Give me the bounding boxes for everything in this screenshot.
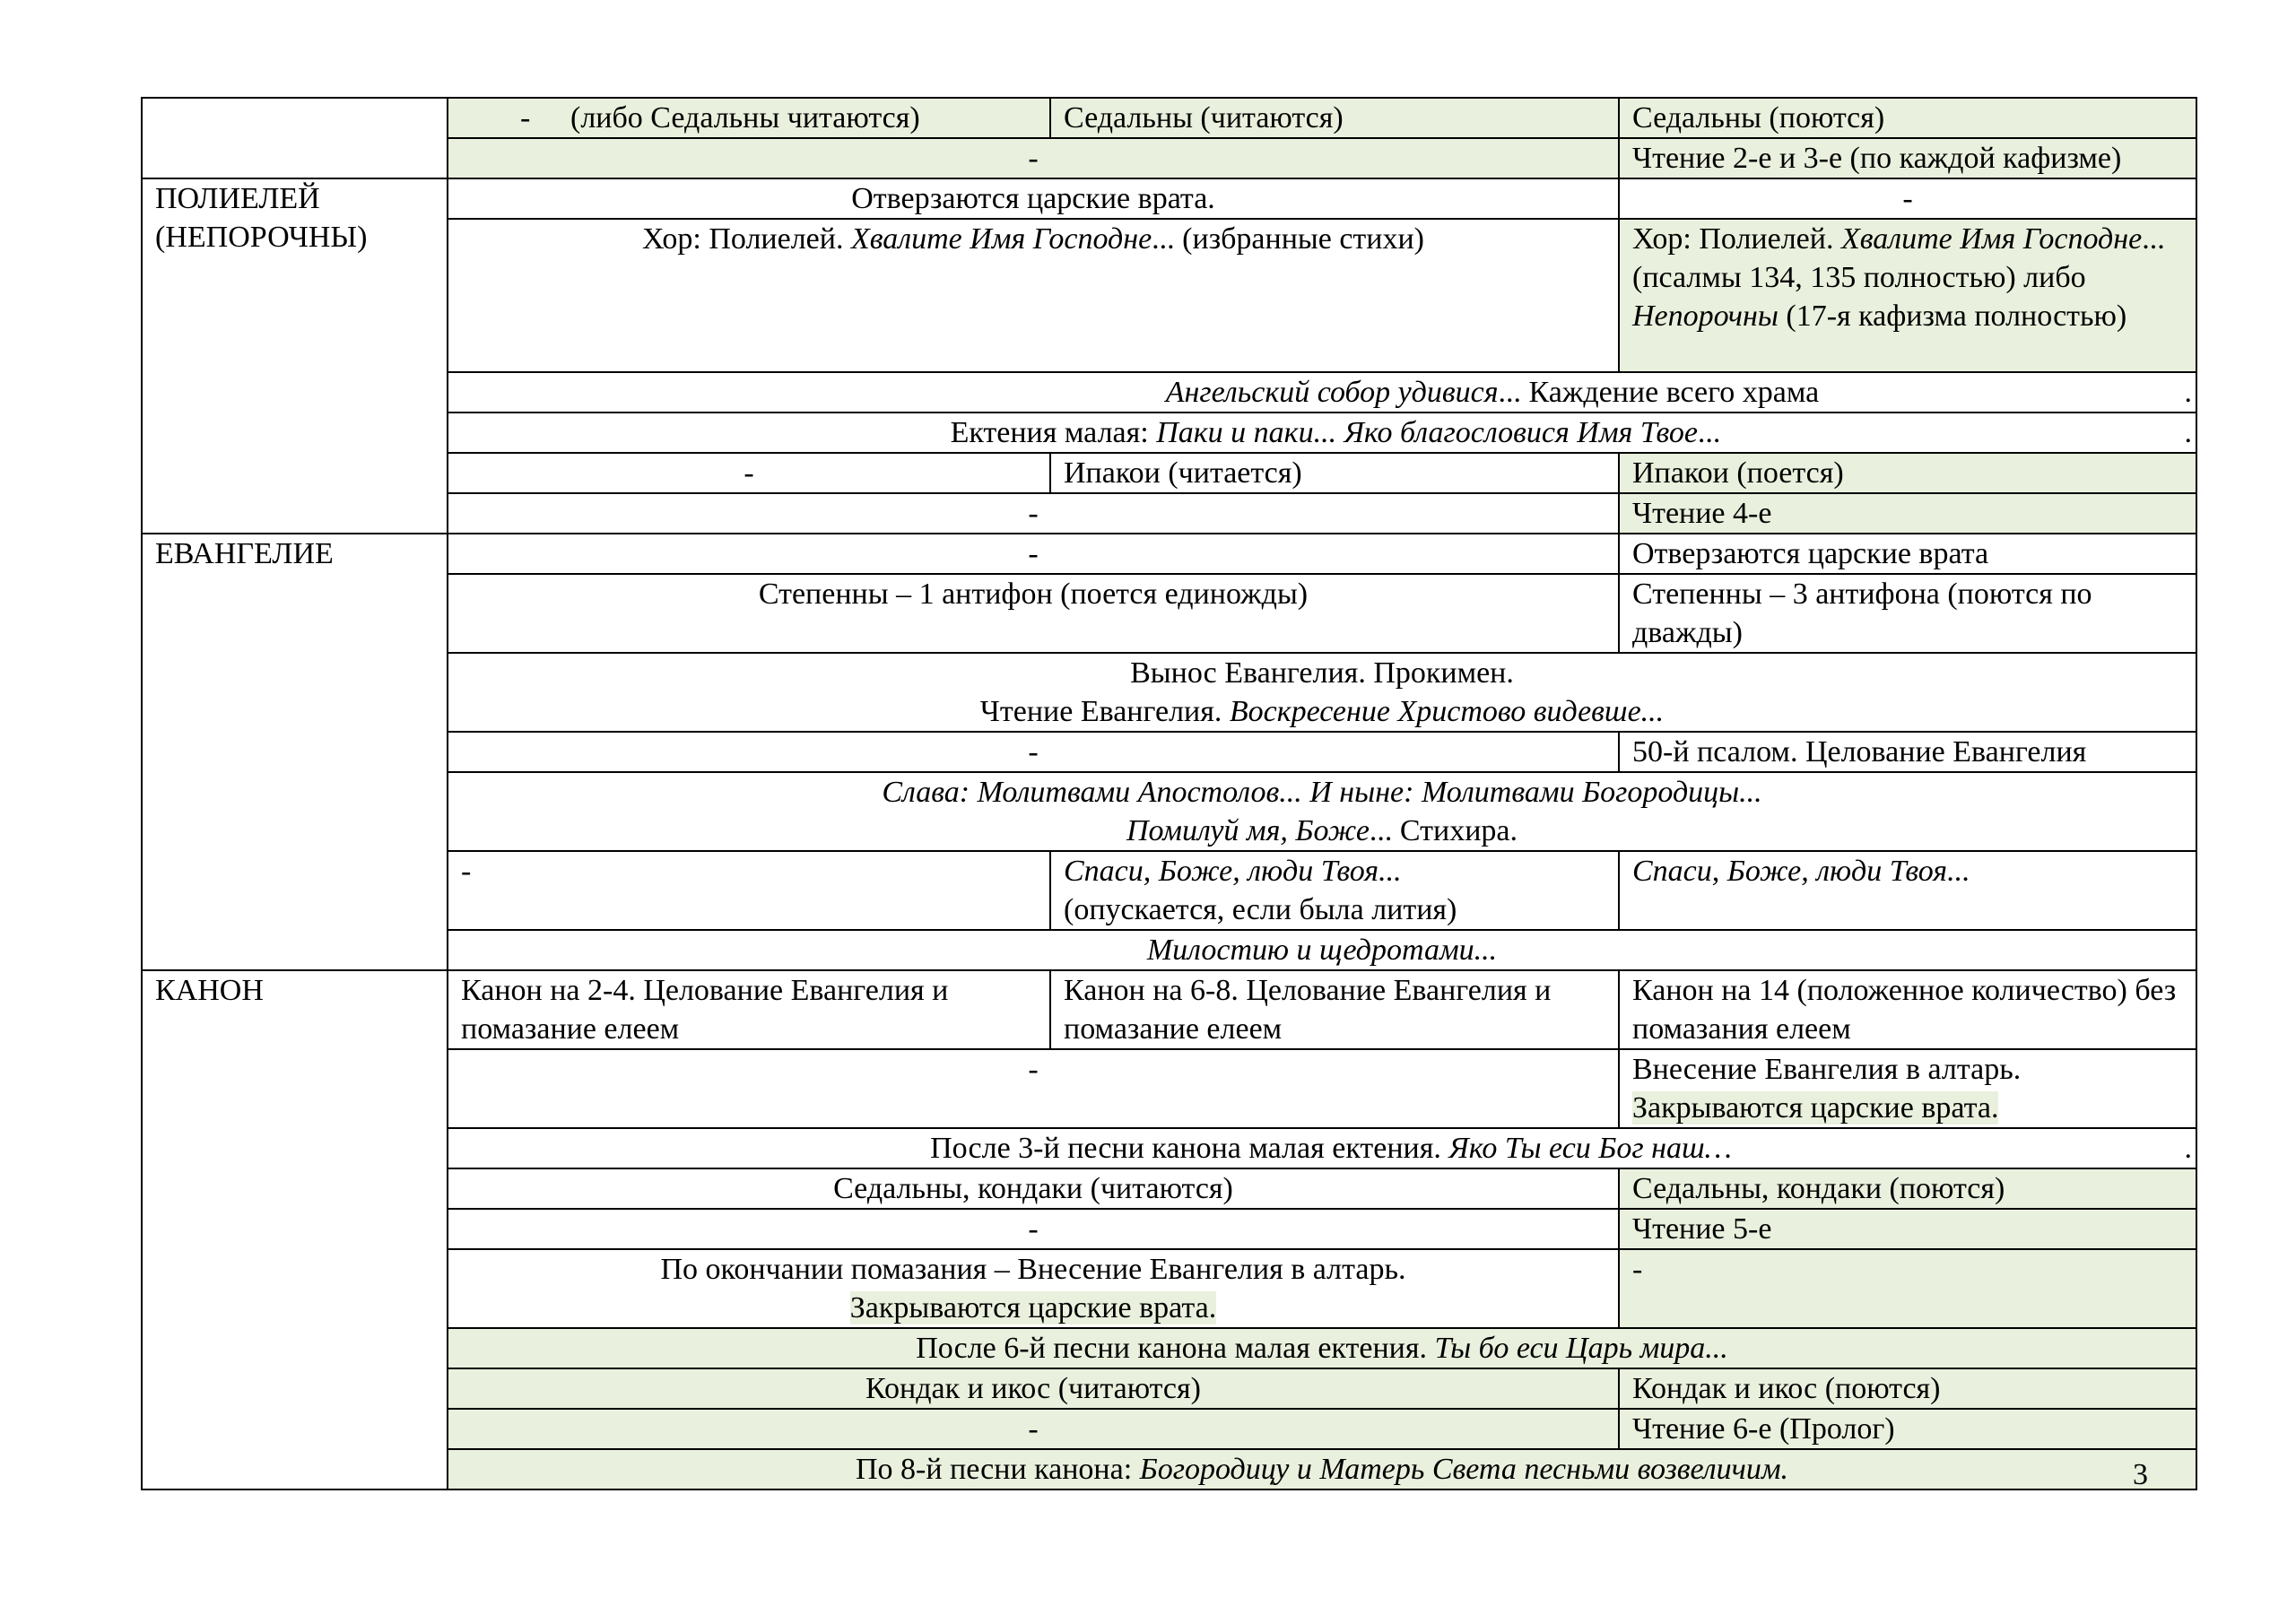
section-label-gospel: ЕВАНГЕЛИЕ <box>142 534 448 970</box>
cell-r16-b: Канон на 6-8. Целование Евангелия и помазание елеем <box>1050 970 1619 1049</box>
cell-r7-c: Ипакои (поется) <box>1619 453 2196 493</box>
cell-r18: После 3-й песни канона малая ектения. Яко Ты еси Бог наш… . <box>448 1128 2196 1168</box>
cell-r9-c: Отверзаются царские врата <box>1619 534 2196 574</box>
cell-r13: Слава: Молитвами Апостолов... И ныне: Молитвами Богородицы... Помилуй мя, Боже... Стихира. <box>448 772 2196 851</box>
cell-r15: Милостию и щедротами... <box>448 930 2196 970</box>
cell-r14-c: Спаси, Боже, люди Твоя... <box>1619 851 2196 930</box>
cell-r21-ab: По окончании помазания – Внесение Евангелия в алтарь. Закрываются царские врата. <box>448 1249 1619 1328</box>
cell-r1-c: Седальны (поются) <box>1619 98 2196 138</box>
cell-r1-b: Седальны (читаются) <box>1050 98 1619 138</box>
cell-r21-c: - <box>1619 1249 2196 1328</box>
section-label-polieley: ПОЛИЕЛЕЙ (НЕПОРОЧНЫ) <box>142 178 448 534</box>
cell-r2-ab: - <box>448 138 1619 178</box>
service-order-table <box>141 97 2197 1490</box>
cell-r20-ab: - <box>448 1209 1619 1249</box>
cell-r10-c: Степенны – 3 антифона (поются по дважды) <box>1619 574 2196 653</box>
cell-r20-c: Чтение 5-е <box>1619 1209 2196 1249</box>
cell-r3-ab: Отверзаются царские врата. <box>448 178 1619 219</box>
cell-r4-ab: Хор: Полиелей. Хвалите Имя Господне... (избранные стихи) <box>448 219 1619 372</box>
cell-r7-b: Ипакои (читается) <box>1050 453 1619 493</box>
cell-r11: Вынос Евангелия. Прокимен. Чтение Евангелия. Воскресение Христово видевше... <box>448 653 2196 732</box>
cell-r17-c: Внесение Евангелия в алтарь. Закрываются царские врата. <box>1619 1049 2196 1128</box>
section-label-canon: КАНОН <box>142 970 448 1489</box>
cell-r14-b: Спаси, Боже, люди Твоя... (опускается, если была лития) <box>1050 851 1619 930</box>
cell-r17-ab: - <box>448 1049 1619 1128</box>
cell-r24-ab: - <box>448 1409 1619 1449</box>
cell-r22: После 6-й песни канона малая ектения. Ты бо еси Царь мира... <box>448 1328 2196 1368</box>
cell-r4-c: Хор: Полиелей. Хвалите Имя Господне... (псалмы 134, 135 полностью) либо Непорочны (17-я кафизма полностью) <box>1619 219 2196 372</box>
cell-r7-a: - <box>448 453 1050 493</box>
cell-r10-ab: Степенны – 1 антифон (поется единожды) <box>448 574 1619 653</box>
cell-r16-a: Канон на 2-4. Целование Евангелия и помазание елеем <box>448 970 1050 1049</box>
cell-r6: Ектения малая: Паки и паки... Яко благословися Имя Твое... . <box>448 413 2196 453</box>
cell-r25: По 8-й песни канона: Богородицу и Матерь Света песньми возвеличим. <box>448 1449 2196 1489</box>
cell-r16-c: Канон на 14 (положенное количество) без помазания елеем <box>1619 970 2196 1049</box>
cell-r14-a: - <box>448 851 1050 930</box>
cell-r12-ab: - <box>448 732 1619 772</box>
cell-r9-ab: - <box>448 534 1619 574</box>
page-number: 3 <box>2133 1458 2148 1491</box>
cell-r3-c: - <box>1619 178 2196 219</box>
section-label-empty <box>142 98 448 178</box>
cell-r8-c: Чтение 4-е <box>1619 493 2196 534</box>
cell-r2-c: Чтение 2-е и 3-е (по каждой кафизме) <box>1619 138 2196 178</box>
cell-r19-c: Седальны, кондаки (поются) <box>1619 1168 2196 1209</box>
cell-r24-c: Чтение 6-е (Пролог) <box>1619 1409 2196 1449</box>
cell-r12-c: 50-й псалом. Целование Евангелия <box>1619 732 2196 772</box>
cell-r1-a: - (либо Седальны читаются) <box>448 98 1050 138</box>
cell-r23-ab: Кондак и икос (читаются) <box>448 1368 1619 1409</box>
cell-r19-ab: Седальны, кондаки (читаются) <box>448 1168 1619 1209</box>
cell-r8-ab: - <box>448 493 1619 534</box>
cell-r23-c: Кондак и икос (поются) <box>1619 1368 2196 1409</box>
cell-r5: Ангельский собор удивися... Каждение всего храма . <box>448 372 2196 413</box>
